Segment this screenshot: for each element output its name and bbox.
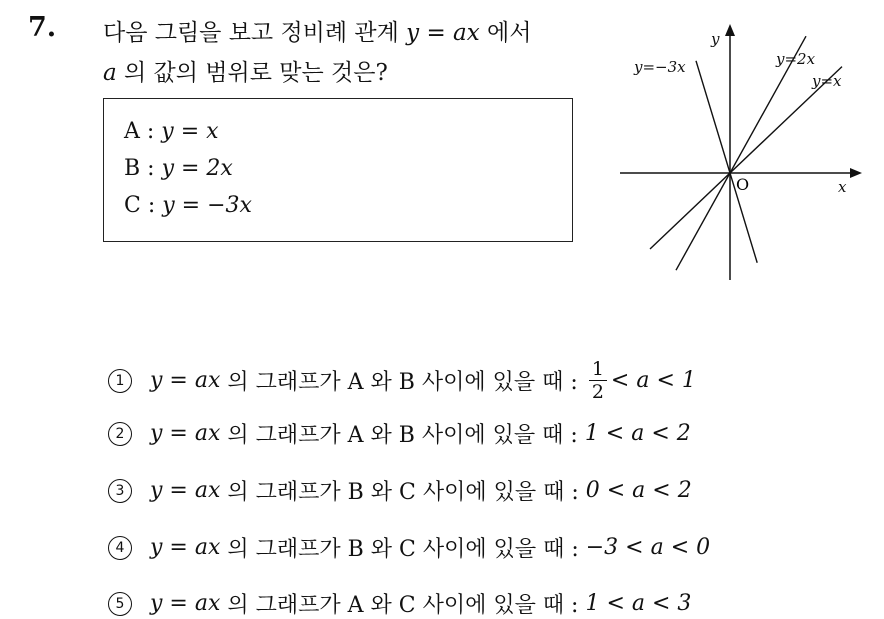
question-line-2 <box>103 54 388 87</box>
choice-mark: 3 <box>108 479 132 503</box>
choice-mark: 5 <box>108 592 132 616</box>
coordinate-graph <box>616 22 882 284</box>
equation-a: A : y = x <box>124 119 219 144</box>
y-axis-arrow <box>725 24 735 36</box>
equation-c: C : y = −3x <box>124 193 252 218</box>
question-text-2: 의 값의 범위로 맞는 것은? <box>116 60 388 86</box>
choice-mark: 4 <box>108 536 132 560</box>
line-y-eq-2x <box>676 36 806 270</box>
x-axis-arrow <box>850 168 862 178</box>
choice-2[interactable]: 2 y = ax 의 그래프가 A 와 B 사이에 있을 때 : 1 < a < 2 <box>108 418 691 449</box>
question-math-2: a <box>103 60 117 86</box>
fraction: $\frac{1}{2}$ <box>589 358 607 403</box>
choice-5[interactable]: 5 y = ax 의 그래프가 A 와 C 사이에 있을 때 : 1 < a < 3 <box>108 588 691 619</box>
label-y-eq-neg3x: y=−3x <box>634 58 686 76</box>
question-line-1 <box>103 14 532 47</box>
x-axis-label: x <box>838 178 847 196</box>
question-tail-1: 에서 <box>479 20 532 46</box>
y-axis-label: y <box>711 30 720 48</box>
label-y-eq-2x: y=2x <box>776 50 816 68</box>
line-y-eq-neg3x <box>696 61 757 263</box>
choice-4[interactable]: 4 y = ax 의 그래프가 B 와 C 사이에 있을 때 : −3 < a < 0 <box>108 532 710 563</box>
question-text-1: 다음 그림을 보고 정비례 관계 <box>103 20 407 46</box>
choice-mark: 1 <box>108 369 132 393</box>
label-y-eq-x: y=x <box>812 72 842 90</box>
choice-3[interactable]: 3 y = ax 의 그래프가 B 와 C 사이에 있을 때 : 0 < a < 2 <box>108 475 692 506</box>
choice-mark: 2 <box>108 422 132 446</box>
equation-b: B : y = 2x <box>124 156 233 181</box>
question-math-1: y = ax <box>406 20 480 46</box>
origin-label: O <box>736 175 750 194</box>
line-y-eq-x <box>650 67 842 249</box>
equation-box <box>103 98 573 242</box>
choice-1[interactable]: 1 y = ax 의 그래프가 A 와 B 사이에 있을 때 : $\frac{1}{2}$ < a < 1 <box>108 358 696 403</box>
question-number: 7. <box>28 12 57 43</box>
